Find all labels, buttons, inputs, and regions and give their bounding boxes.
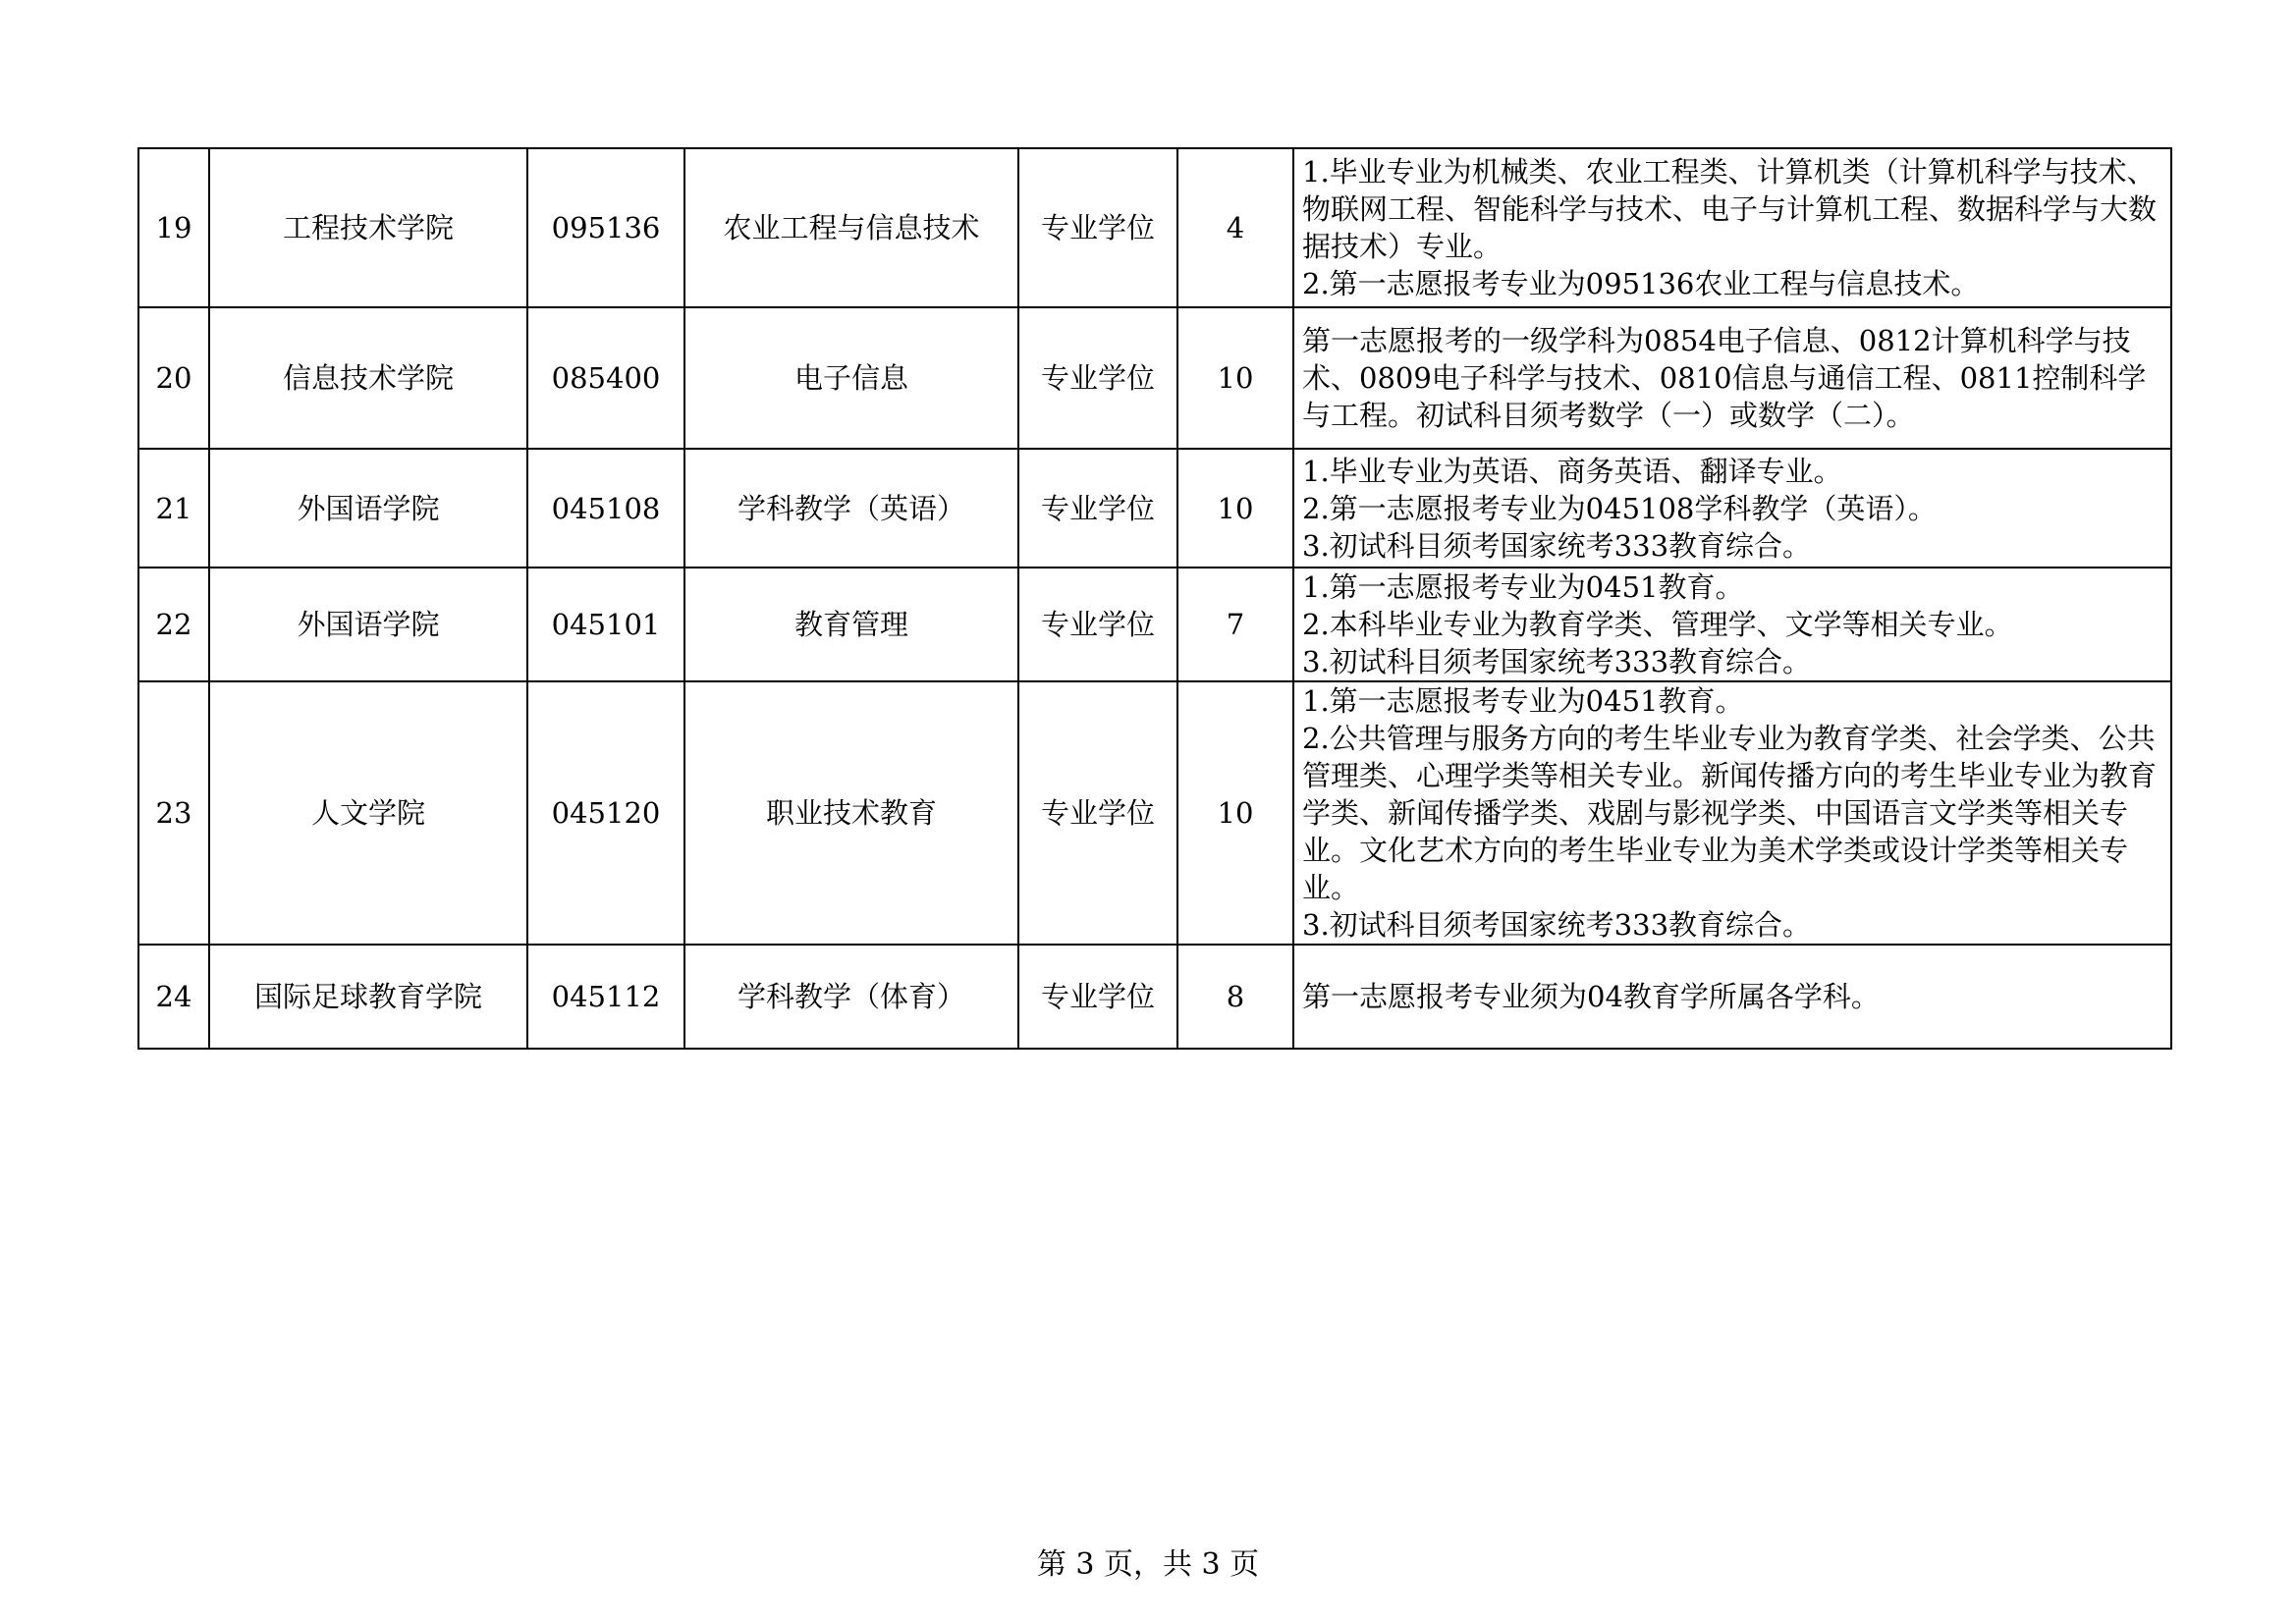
- requirement-line: 1.毕业专业为机械类、农业工程类、计算机类（计算机科学与技术、物联网工程、智能科学与技术、电子与计算机工程、数据科学与大数据技术）专业。: [1302, 155, 2158, 263]
- enrollment-quota: 7: [1177, 568, 1293, 681]
- degree-type: 专业学位: [1018, 449, 1177, 568]
- row-number: 24: [138, 945, 209, 1049]
- major-code: 045112: [527, 945, 684, 1049]
- table-row: [138, 449, 2171, 568]
- requirement-line: 1.第一志愿报考专业为0451教育。: [1302, 570, 1744, 604]
- major-name: 农业工程与信息技术: [684, 148, 1018, 307]
- major-name: 教育管理: [684, 568, 1018, 681]
- page-number-footer: 第 3 页，共 3 页: [1036, 1547, 1260, 1582]
- requirement-line: 1.毕业专业为英语、商务英语、翻译专业。: [1302, 454, 1842, 488]
- table-row: [138, 681, 2171, 945]
- major-code: 045120: [527, 681, 684, 945]
- table-row: [138, 945, 2171, 1049]
- row-number: 20: [138, 307, 209, 449]
- requirements-cell: [1293, 148, 2171, 307]
- college-name: 人文学院: [209, 681, 527, 945]
- enrollment-quota: 10: [1177, 307, 1293, 449]
- major-code: 095136: [527, 148, 684, 307]
- degree-type: 专业学位: [1018, 681, 1177, 945]
- requirements-cell: [1293, 307, 2171, 449]
- college-name: 信息技术学院: [209, 307, 527, 449]
- row-number: 19: [138, 148, 209, 307]
- requirements-cell: [1293, 568, 2171, 681]
- major-code: 045101: [527, 568, 684, 681]
- degree-type: 专业学位: [1018, 945, 1177, 1049]
- requirement-line: 第一志愿报考的一级学科为0854电子信息、0812计算机科学与技术、0809电子科学与技术、0810信息与通信工程、0811控制科学与工程。初试科目须考数学（一）或数学（二）。: [1302, 324, 2147, 432]
- table-row: [138, 307, 2171, 449]
- row-number: 23: [138, 681, 209, 945]
- college-name: 外国语学院: [209, 449, 527, 568]
- requirements-cell: [1293, 681, 2171, 945]
- degree-type: 专业学位: [1018, 148, 1177, 307]
- table-body: [138, 148, 2171, 1049]
- admission-table: [137, 147, 2172, 1050]
- major-code: 045108: [527, 449, 684, 568]
- requirement-line: 1.第一志愿报考专业为0451教育。: [1302, 684, 1744, 718]
- requirement-line: 2.第一志愿报考专业为045108学科教学（英语）。: [1302, 491, 1937, 525]
- row-number: 22: [138, 568, 209, 681]
- row-number: 21: [138, 449, 209, 568]
- major-code: 085400: [527, 307, 684, 449]
- enrollment-quota: 10: [1177, 449, 1293, 568]
- requirement-line: 2.第一志愿报考专业为095136农业工程与信息技术。: [1302, 267, 1980, 300]
- major-name: 学科教学（体育）: [684, 945, 1018, 1049]
- major-name: 电子信息: [684, 307, 1018, 449]
- degree-type: 专业学位: [1018, 568, 1177, 681]
- table-row: [138, 148, 2171, 307]
- college-name: 外国语学院: [209, 568, 527, 681]
- requirement-line: 3.初试科目须考国家统考333教育综合。: [1302, 528, 1812, 563]
- enrollment-quota: 8: [1177, 945, 1293, 1049]
- major-name: 职业技术教育: [684, 681, 1018, 945]
- requirement-line: 2.本科毕业专业为教育学类、管理学、文学等相关专业。: [1302, 608, 2013, 641]
- requirement-line: 3.初试科目须考国家统考333教育综合。: [1302, 645, 1812, 678]
- requirements-cell: [1293, 449, 2171, 568]
- major-name: 学科教学（英语）: [684, 449, 1018, 568]
- enrollment-quota: 4: [1177, 148, 1293, 307]
- enrollment-quota: 10: [1177, 681, 1293, 945]
- requirement-line: 2.公共管理与服务方向的考生毕业专业为教育学类、社会学类、公共管理类、心理学类等相关专业。新闻传播方向的考生毕业专业为教育学类、新闻传播学类、戏剧与影视学类、中国语言文学类等相关专业。文化艺术方向的考生毕业专业为美术学类或设计学类等相关专业。: [1302, 722, 2158, 904]
- requirement-line: 3.初试科目须考国家统考333教育综合。: [1302, 908, 1812, 942]
- table-row: [138, 568, 2171, 681]
- requirement-line: 第一志愿报考专业须为04教育学所属各学科。: [1302, 980, 1880, 1013]
- college-name: 国际足球教育学院: [209, 945, 527, 1049]
- degree-type: 专业学位: [1018, 307, 1177, 449]
- college-name: 工程技术学院: [209, 148, 527, 307]
- requirements-cell: [1293, 945, 2171, 1049]
